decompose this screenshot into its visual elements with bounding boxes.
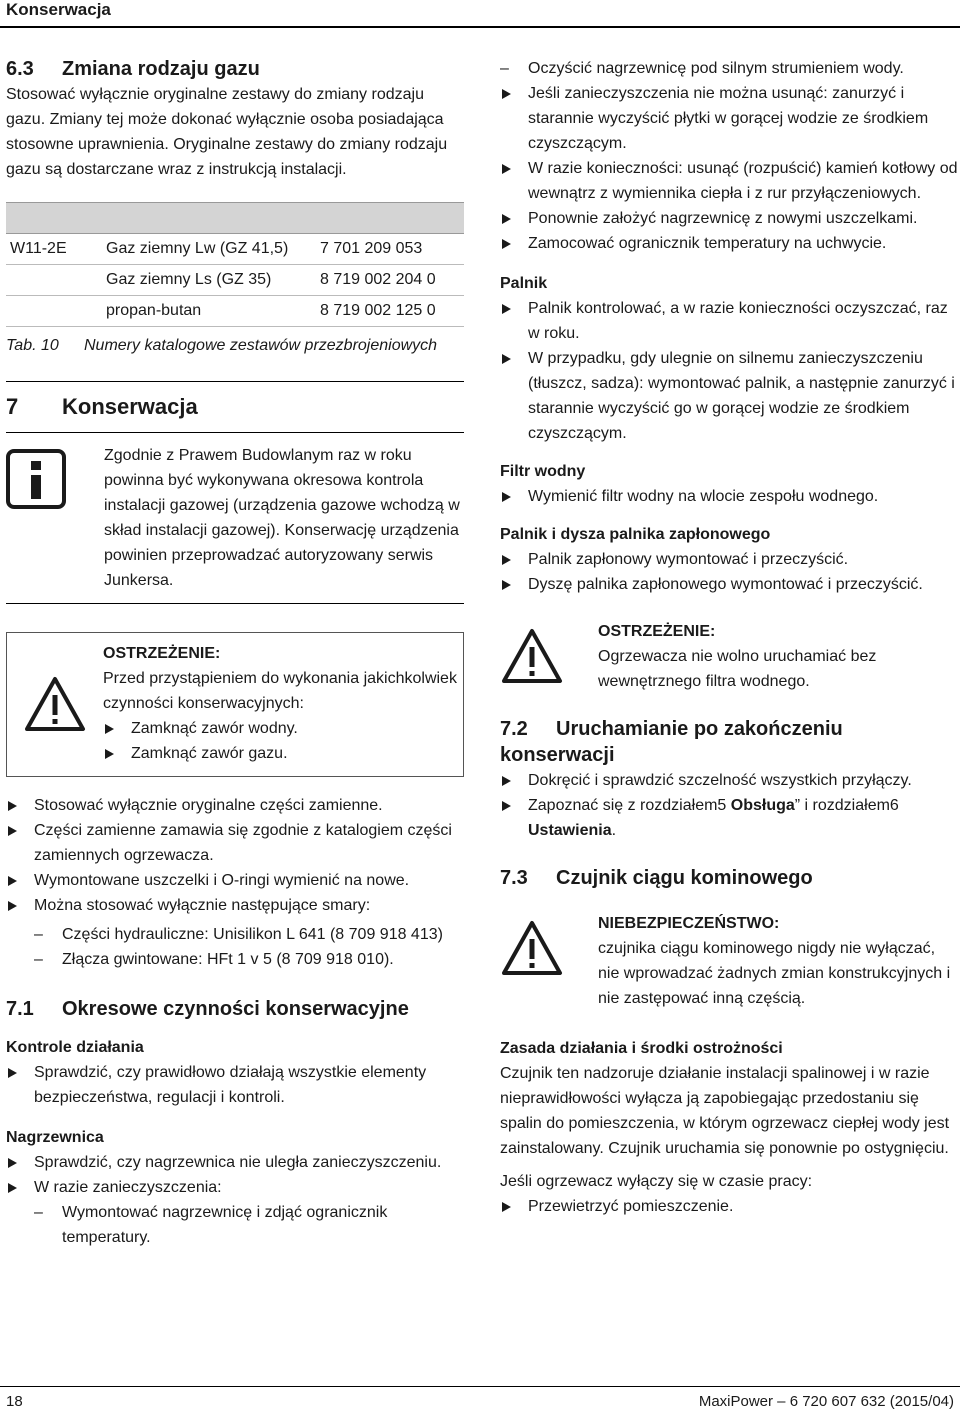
chapter-title: Konserwacja <box>62 394 198 419</box>
table-cell-gas: Gaz ziemny Ls (GZ 35) <box>106 265 320 296</box>
section-number: 7.2 <box>500 718 528 740</box>
section-title: Czujnik ciągu kominowego <box>556 867 813 889</box>
section-6-3-text: Stosować wyłącznie oryginalne zestawy do zmiany rodzaju gazu. Zmiany tej może dokonać wyłącznie osoba posiadająca stosowne uprawnienia. Oryginalne zestawy do zmiany rodzaju gazu są dostarczane wraz z instrukcją instalacji. <box>6 86 448 178</box>
chapter-number: 7 <box>6 394 19 419</box>
warning-box <box>6 632 464 777</box>
section-7-2-heading <box>500 716 958 768</box>
subheading-palnik: Palnik <box>500 275 548 292</box>
list-item: Stosować wyłącznie oryginalne części zamienne. <box>6 793 464 818</box>
gas-kit-table <box>6 202 464 327</box>
list-item: Palnik kontrolować, a w razie konieczności oczyszczać, raz w roku. <box>500 296 958 346</box>
table-row <box>6 234 464 265</box>
clean-bullets <box>500 81 958 256</box>
item-text: Zapoznać się z rozdziałem5 <box>528 797 731 814</box>
list-item: Wymienić filtr wodny na wlocie zespołu wodnego. <box>500 484 958 509</box>
list-item: – Części hydrauliczne: Unisilikon L 641 (8 709 918 413) <box>6 922 464 947</box>
item-text: . <box>611 822 617 839</box>
list-item: – Wymontować nagrzewnicę i zdjąć ogranicznik temperatury. <box>6 1200 464 1250</box>
table-cell-model <box>6 296 106 327</box>
table-row <box>6 265 464 296</box>
warning-title: OSTRZEŻENIE: <box>598 623 716 640</box>
document-id: MaxiPower – 6 720 607 632 (2015/04) <box>698 1393 954 1410</box>
list-item: W przypadku, gdy ulegnie on silnemu zanieczyszczeniu (tłuszcz, sadza): wymontować palnik, a następnie zanurzyć i starannie wyczyścić go w gorącej wodzie ze środkiem czyszczącym. <box>500 346 958 446</box>
list-item: – Oczyścić nagrzewnicę pod silnym strumieniem wody. <box>472 56 958 81</box>
list-item: Można stosować wyłącznie następujące smary: <box>6 893 464 918</box>
nagrzewnica-list <box>6 1150 464 1200</box>
info-icon <box>6 443 104 593</box>
table-header-row <box>6 203 464 234</box>
danger-text: czujnika ciągu kominowego nigdy nie wyłączać, nie wprowadzać żadnych zmian konstrukcyjnych i nie zastępować inną częścią. <box>598 940 951 1007</box>
table-cell-model <box>6 265 106 296</box>
danger-title: NIEBEZPIECZEŃSTWO: <box>598 915 780 932</box>
parts-list <box>6 793 464 918</box>
chapter-7-heading <box>6 381 464 433</box>
clean-dash-list <box>472 56 958 81</box>
list-item: Przewietrzyć pomieszczenie. <box>500 1194 958 1219</box>
lubricant-list <box>6 922 464 972</box>
table-row <box>6 296 464 327</box>
list-item: Sprawdzić, czy nagrzewnica nie uległa zanieczyszczeniu. <box>6 1150 464 1175</box>
list-item: Dyszę palnika zapłonowego wymontować i przeczyścić. <box>500 572 958 597</box>
startup-list <box>500 768 958 843</box>
section-title: Zmiana rodzaju gazu <box>62 58 260 80</box>
list-item: Sprawdzić, czy prawidłowo działają wszystkie elementy bezpieczeństwa, regulacji i kontroli. <box>6 1060 464 1110</box>
list-item: Zamknąć zawór wodny. <box>103 716 463 741</box>
list-item: Dokręcić i sprawdzić szczelność wszystkich przyłączy. <box>500 768 958 793</box>
danger-note <box>500 911 958 1011</box>
table-cell-gas: Gaz ziemny Lw (GZ 41,5) <box>106 234 320 265</box>
table-caption <box>6 333 464 359</box>
table-cell-number: 8 719 002 204 0 <box>320 265 464 296</box>
table-cell-number: 8 719 002 125 0 <box>320 296 464 327</box>
item-text-bold: Obsługa <box>730 797 795 814</box>
subheading-kontrole: Kontrole działania <box>6 1039 144 1056</box>
zasada-text-2: Jeśli ogrzewacz wyłączy się w czasie pracy: <box>500 1173 813 1190</box>
subheading-zasada: Zasada działania i środki ostrożności <box>500 1040 783 1057</box>
left-column <box>6 56 464 1250</box>
list-item: Części zamienne zamawia się zgodnie z katalogiem części zamiennych ogrzewacza. <box>6 818 464 868</box>
list-item: Wymontowane uszczelki i O-ringi wymienić na nowe. <box>6 868 464 893</box>
section-number: 6.3 <box>6 58 34 80</box>
section-6-3-heading <box>6 56 464 82</box>
warning-icon <box>7 641 103 766</box>
info-note <box>6 443 464 604</box>
header-rule <box>0 26 960 28</box>
footer-rule <box>0 1386 960 1387</box>
item-text-bold: Ustawienia <box>528 822 612 839</box>
subheading-filtr: Filtr wodny <box>500 463 586 480</box>
section-7-3-heading <box>500 865 958 891</box>
table-cell-number: 7 701 209 053 <box>320 234 464 265</box>
section-7-1-heading <box>6 996 464 1022</box>
dysza-list <box>500 547 958 597</box>
nagrzewnica-dash-list <box>6 1200 464 1250</box>
info-text: Zgodnie z Prawem Budowlanym raz w roku powinna być wykonywana okresowa kontrola instalacji gazowej (urządzenia gazowe wchodzą w skład instalacji gazowej). Konserwację urządzenia powinien przeprowadzać autoryzowany serwis Junkersa. <box>104 447 460 589</box>
warning-text: Ogrzewacza nie wolno uruchamiać bez wewnętrznego filtra wodnego. <box>598 648 877 690</box>
list-item <box>500 793 958 843</box>
warning-title: OSTRZEŻENIE: <box>103 645 221 662</box>
list-item: Zamocować ogranicznik temperatury na uchwycie. <box>500 231 958 256</box>
table-cell-gas: propan-butan <box>106 296 320 327</box>
list-item: – Złącza gwintowane: HFt 1 v 5 (8 709 918 010). <box>6 947 464 972</box>
item-text: ” i rozdziałem6 <box>794 797 899 814</box>
subheading-dysza: Palnik i dysza palnika zapłonowego <box>500 526 771 543</box>
table-cell-model: W11-2E <box>6 234 106 265</box>
section-number: 7.3 <box>500 867 528 889</box>
list-item: Jeśli zanieczyszczenia nie można usunąć: zanurzyć i starannie wyczyścić płytki w gorącej wodzie ze środkiem czyszczącym. <box>500 81 958 156</box>
list-item: Ponownie założyć nagrzewnicę z nowymi uszczelkami. <box>500 206 958 231</box>
warning-icon <box>500 911 598 1011</box>
page-number: 18 <box>6 1393 23 1410</box>
subheading-nagrzewnica: Nagrzewnica <box>6 1129 104 1146</box>
list-item: W razie konieczności: usunąć (rozpuścić) kamień kotłowy od wewnątrz z wymiennika ciepła i z rur przyłączeniowych. <box>500 156 958 206</box>
kontrole-list <box>6 1060 464 1110</box>
table-caption-label: Tab. 10 <box>6 337 59 354</box>
section-title: Okresowe czynności konserwacyjne <box>62 998 409 1020</box>
list-item: Palnik zapłonowy wymontować i przeczyścić. <box>500 547 958 572</box>
section-title: Uruchamianie po zakończeniu konserwacji <box>500 718 843 766</box>
zasada-text: Czujnik ten nadzoruje działanie instalacji spalinowej i w razie nieprawidłowości wyłącza ją zapobiegając przedostaniu się spalin do pomieszczenia, w którym ogrzewacz ciepłej wody jest zainstalowany. Czujnik uruchamia się ponownie po ostygnięciu. <box>500 1065 950 1157</box>
filtr-list <box>500 484 958 509</box>
table-caption-text: Numery katalogowe zestawów przezbrojeniowych <box>84 337 438 354</box>
filter-warning <box>500 619 958 694</box>
running-header: Konserwacja <box>6 0 111 19</box>
right-column <box>500 56 958 1219</box>
palnik-list <box>500 296 958 446</box>
section-number: 7.1 <box>6 998 34 1020</box>
list-item: Zamknąć zawór gazu. <box>103 741 463 766</box>
zasada-list <box>500 1194 958 1219</box>
warning-icon <box>500 619 598 694</box>
list-item: W razie zanieczyszczenia: <box>6 1175 464 1200</box>
warning-text: Przed przystąpieniem do wykonania jakichkolwiek czynności konserwacyjnych: <box>103 670 457 712</box>
